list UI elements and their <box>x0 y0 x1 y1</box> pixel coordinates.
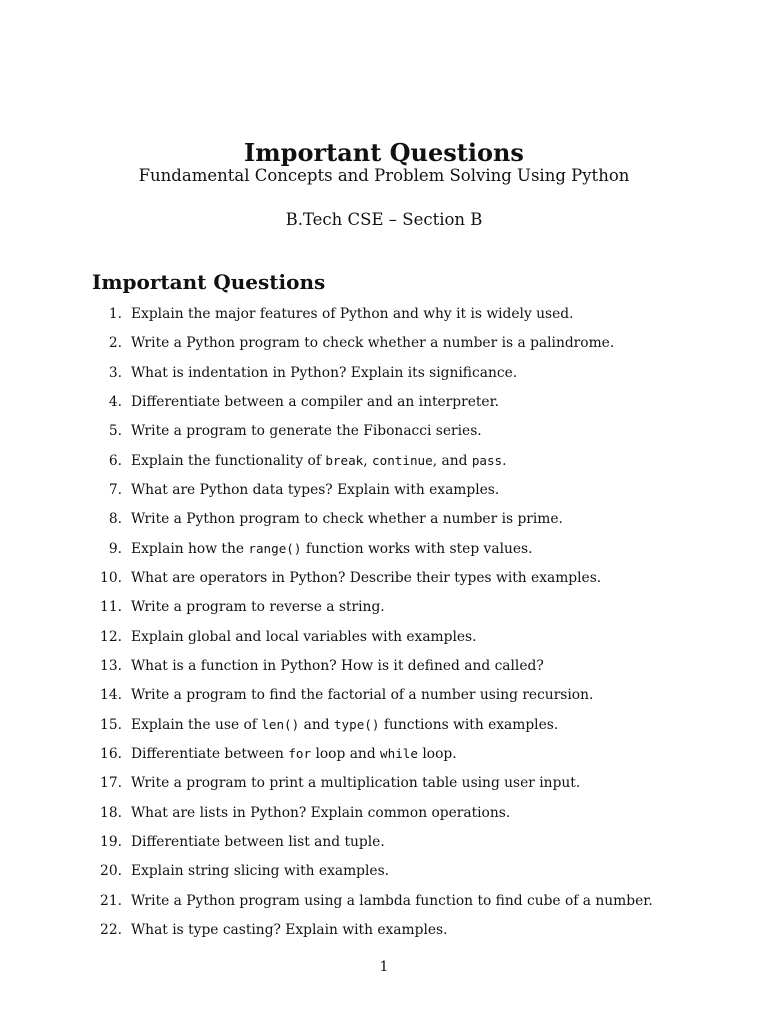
question-number: 3. <box>108 364 122 381</box>
question-text-segment: Write a Python program using a lambda function to find cube of a number. <box>131 892 653 909</box>
question-text-segment: Explain the major features of Python and why it is widely used. <box>131 306 574 322</box>
question-text-segment: Write a Python program to check whether a number is a palindrome. <box>131 335 615 352</box>
question-item <box>0 919 768 948</box>
question-item <box>0 743 768 772</box>
question-number: 2. <box>108 335 122 352</box>
question-text-segment: Write a program to print a multiplication table using user input. <box>131 775 581 792</box>
question-text-segment: Write a program to reverse a string. <box>131 599 385 616</box>
question-number: 19. <box>100 833 122 850</box>
question-item <box>0 831 768 860</box>
question-number: 10. <box>100 569 122 586</box>
question-text-segment: Differentiate between list and tuple. <box>131 833 385 850</box>
question-number: 18. <box>100 804 122 821</box>
inline-code: for <box>288 745 312 761</box>
question-item <box>0 479 768 508</box>
question-text <box>131 860 389 882</box>
question-text-segment: Explain the functionality of <box>131 452 326 469</box>
question-text <box>131 420 482 442</box>
question-text-segment: Explain how the <box>131 540 249 557</box>
question-number: 21. <box>100 892 122 909</box>
question-text-segment: functions with examples. <box>379 716 559 733</box>
question-text-segment: Explain the use of <box>131 716 262 733</box>
inline-code: pass <box>471 452 503 468</box>
inline-code: continue <box>372 452 433 468</box>
question-text-segment: , <box>363 452 373 469</box>
page-number: 1 <box>379 959 389 975</box>
question-text <box>131 772 580 794</box>
question-item <box>0 508 768 537</box>
question-text-segment: What is a function in Python? How is it defined and called? <box>131 657 544 674</box>
inline-code: break <box>325 452 364 468</box>
question-text-segment: , and <box>432 452 472 469</box>
question-item <box>0 890 768 919</box>
question-item <box>0 567 768 596</box>
question-item <box>0 538 768 567</box>
question-text <box>131 450 507 472</box>
question-text <box>131 362 517 384</box>
question-text <box>131 479 499 501</box>
question-text-segment: Differentiate between <box>131 745 289 762</box>
inline-code: type() <box>333 716 380 732</box>
question-item <box>0 655 768 684</box>
question-text-segment: loop. <box>417 745 457 762</box>
question-item <box>0 420 768 449</box>
question-text-segment: . <box>502 452 507 469</box>
question-text-segment: and <box>299 716 334 733</box>
question-item <box>0 684 768 713</box>
question-text-segment: Write a program to generate the Fibonacci series. <box>131 423 482 440</box>
question-item <box>0 772 768 801</box>
question-item <box>0 802 768 831</box>
question-number: 13. <box>100 657 122 674</box>
question-text-segment: Write a Python program to check whether a number is prime. <box>131 511 563 528</box>
question-text-segment: What is indentation in Python? Explain its significance. <box>131 364 518 381</box>
question-text-segment: function works with step values. <box>301 540 533 557</box>
question-text-segment: Write a program to find the factorial of a number using recursion. <box>131 687 594 704</box>
question-number: 11. <box>100 599 122 616</box>
question-number: 4. <box>108 393 122 410</box>
question-text <box>131 596 385 618</box>
question-number: 1. <box>108 306 122 322</box>
question-text <box>131 743 457 765</box>
question-text-segment: loop and <box>311 745 381 762</box>
question-number: 8. <box>108 511 122 528</box>
question-item <box>0 626 768 655</box>
question-text <box>131 714 558 736</box>
question-item <box>0 714 768 743</box>
question-text-segment: Explain string slicing with examples. <box>131 863 390 880</box>
question-number: 20. <box>100 863 122 880</box>
question-number: 22. <box>100 921 122 938</box>
question-text <box>131 626 477 648</box>
question-item <box>0 391 768 420</box>
question-number: 9. <box>108 540 122 557</box>
question-number: 7. <box>108 481 122 498</box>
question-text <box>131 655 544 677</box>
question-number: 17. <box>100 775 122 792</box>
question-text-segment: What are operators in Python? Describe their types with examples. <box>131 569 602 586</box>
question-text <box>131 567 601 589</box>
section-heading: Important Questions <box>92 270 326 294</box>
question-text <box>131 508 563 530</box>
question-number: 12. <box>100 628 122 645</box>
question-item <box>0 860 768 889</box>
course-section-line: B.Tech CSE – Section B <box>285 210 483 229</box>
question-text-segment: What is type casting? Explain with examples. <box>131 921 448 938</box>
inline-code: while <box>380 745 418 761</box>
question-text-segment: What are Python data types? Explain with examples. <box>131 481 500 498</box>
question-text-segment: Differentiate between a compiler and an interpreter. <box>131 393 500 410</box>
question-item <box>0 332 768 361</box>
question-text <box>131 684 593 706</box>
question-number: 16. <box>100 745 122 762</box>
question-text <box>131 332 614 354</box>
document-title: Important Questions <box>244 138 524 167</box>
question-number: 5. <box>108 423 122 440</box>
question-number: 14. <box>100 687 122 704</box>
question-text <box>131 890 653 912</box>
inline-code: len() <box>261 716 300 732</box>
question-number: 15. <box>100 716 122 733</box>
question-text <box>131 538 533 560</box>
inline-code: range() <box>248 540 302 556</box>
question-item <box>0 596 768 625</box>
question-text <box>131 391 499 413</box>
document-subtitle: Fundamental Concepts and Problem Solving Using Python <box>138 166 630 185</box>
question-text-segment: Explain global and local variables with examples. <box>131 628 477 645</box>
question-text-segment: What are lists in Python? Explain common operations. <box>131 804 511 821</box>
question-text <box>131 831 385 853</box>
question-item <box>0 303 768 332</box>
question-text <box>131 919 448 941</box>
question-number: 6. <box>108 452 122 469</box>
question-text <box>131 802 510 824</box>
question-item <box>0 450 768 479</box>
question-list <box>0 303 768 948</box>
question-text <box>131 303 573 325</box>
question-item <box>0 362 768 391</box>
